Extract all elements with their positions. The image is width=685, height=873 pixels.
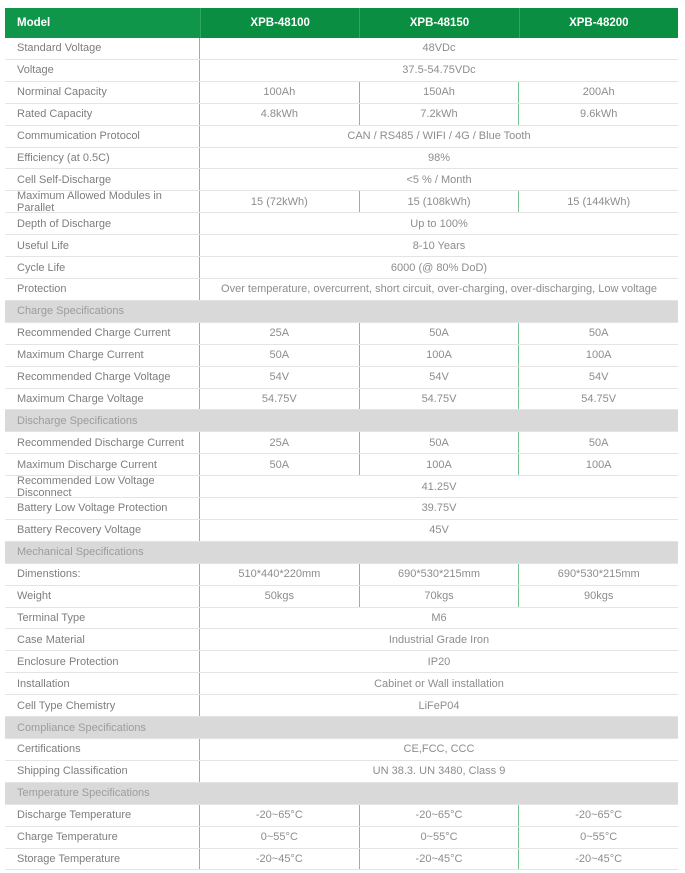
row-label: Case Material <box>5 629 200 650</box>
row-value: 50A <box>269 349 290 362</box>
table-row <box>5 673 678 695</box>
header-column-xpb-48100: XPB-48100 <box>200 8 359 38</box>
row-label: Efficiency (at 0.5C) <box>5 148 200 169</box>
row-value: -20~65°C <box>255 809 303 822</box>
row-label: Certifications <box>5 739 200 760</box>
table-row <box>5 235 678 257</box>
table-row <box>5 454 678 476</box>
row-value: 6000 (@ 80% DoD) <box>390 261 488 274</box>
row-value: 15 (72kWh) <box>250 195 308 208</box>
row-label: Storage Temperature <box>5 849 200 870</box>
section-row <box>5 783 678 805</box>
table-row <box>5 169 678 191</box>
row-value: 200Ah <box>518 82 678 103</box>
row-value: 100Ah <box>263 86 296 99</box>
row-value: UN 38.3. UN 3480, Class 9 <box>372 765 506 778</box>
row-value: 690*530*215mm <box>359 564 519 585</box>
table-row <box>5 564 678 586</box>
table-row <box>5 476 678 498</box>
table-row <box>5 38 678 60</box>
row-label: Charge Temperature <box>5 827 200 848</box>
row-value: CAN / RS485 / WIFI / 4G / Blue Tooth <box>347 130 531 143</box>
row-value: 90kgs <box>518 586 678 607</box>
table-row <box>5 629 678 651</box>
row-value: 54.75V <box>518 389 678 410</box>
section-label: Compliance Specifications <box>17 721 147 734</box>
row-value: 39.75V <box>421 502 457 515</box>
row-value: 25A <box>269 327 290 340</box>
table-row <box>5 498 678 520</box>
header-model-label: Model <box>5 8 200 38</box>
row-value: 510*440*220mm <box>238 568 321 581</box>
row-value: 54V <box>269 371 290 384</box>
row-value: 9.6kWh <box>518 104 678 125</box>
table-row <box>5 739 678 761</box>
row-value: CE,FCC, CCC <box>403 743 475 756</box>
row-value: 25A <box>269 436 290 449</box>
row-label: Maximum Charge Voltage <box>5 389 200 410</box>
row-value: -20~45°C <box>359 849 519 870</box>
row-label: Enclosure Protection <box>5 651 200 672</box>
row-label: Maximum Charge Current <box>5 345 200 366</box>
table-row <box>5 608 678 630</box>
row-value: IP20 <box>427 655 451 668</box>
row-value: 100A <box>359 345 519 366</box>
row-label: Recommended Charge Voltage <box>5 367 200 388</box>
table-row <box>5 148 678 170</box>
row-value: LiFeP04 <box>418 699 460 712</box>
row-value: 100A <box>518 345 678 366</box>
row-label: Maximum Allowed Modules in Parallet <box>5 191 200 212</box>
table-row <box>5 367 678 389</box>
row-label: Shipping Classification <box>5 761 200 782</box>
table-row <box>5 126 678 148</box>
table-row <box>5 432 678 454</box>
row-value: -20~45°C <box>518 849 678 870</box>
row-label: Standard Voltage <box>5 38 200 59</box>
section-label: Mechanical Specifications <box>17 546 144 559</box>
row-value: 70kgs <box>359 586 519 607</box>
table-row <box>5 695 678 717</box>
row-label: Recommended Charge Current <box>5 323 200 344</box>
table-row <box>5 191 678 213</box>
row-value: 50A <box>518 323 678 344</box>
row-value: 54V <box>518 367 678 388</box>
row-value: -20~65°C <box>359 805 519 826</box>
row-value: -20~45°C <box>255 852 303 865</box>
section-row <box>5 410 678 432</box>
table-row <box>5 827 678 849</box>
row-value: 0~55°C <box>518 827 678 848</box>
section-label: Charge Specifications <box>17 305 125 318</box>
table-row <box>5 849 678 871</box>
row-value: 100A <box>359 454 519 475</box>
row-value: 37.5-54.75VDc <box>402 64 476 77</box>
row-label: Norminal Capacity <box>5 82 200 103</box>
section-label: Temperature Specifications <box>17 787 150 800</box>
row-label: Depth of Discharge <box>5 213 200 234</box>
table-row <box>5 389 678 411</box>
row-value: 50A <box>359 432 519 453</box>
row-value: 50A <box>518 432 678 453</box>
table-row <box>5 82 678 104</box>
row-value: 15 (108kWh) <box>359 191 519 212</box>
section-row <box>5 717 678 739</box>
section-row <box>5 301 678 323</box>
row-value: 98% <box>427 151 451 164</box>
table-row <box>5 805 678 827</box>
row-value: 8-10 Years <box>412 239 466 252</box>
row-label: Voltage <box>5 60 200 81</box>
section-row <box>5 542 678 564</box>
row-label: Cycle Life <box>5 257 200 278</box>
row-value: 50A <box>359 323 519 344</box>
row-label: Battery Recovery Voltage <box>5 520 200 541</box>
spec-table <box>5 8 678 870</box>
table-header <box>5 8 678 38</box>
row-label: Terminal Type <box>5 608 200 629</box>
table-row <box>5 257 678 279</box>
row-value: 54.75V <box>261 392 297 405</box>
row-value: 7.2kWh <box>359 104 519 125</box>
table-row <box>5 104 678 126</box>
row-label: Cell Self-Discharge <box>5 169 200 190</box>
row-label: Commumication Protocol <box>5 126 200 147</box>
row-value: 54V <box>359 367 519 388</box>
header-column-xpb-48200: XPB-48200 <box>519 8 678 38</box>
row-label: Installation <box>5 673 200 694</box>
table-row <box>5 520 678 542</box>
row-value: 690*530*215mm <box>518 564 678 585</box>
row-value: Up to 100% <box>410 217 468 230</box>
row-label: Dimenstions: <box>5 564 200 585</box>
row-value: 50A <box>269 458 290 471</box>
row-value: M6 <box>431 612 447 625</box>
row-value: 100A <box>518 454 678 475</box>
table-body <box>5 38 678 870</box>
row-value: 54.75V <box>359 389 519 410</box>
row-value: 41.25V <box>421 480 457 493</box>
section-label: Discharge Specifications <box>17 414 138 427</box>
row-value: <5 % / Month <box>406 173 472 186</box>
row-value: 48VDc <box>422 42 456 55</box>
row-value: 0~55°C <box>359 827 519 848</box>
table-row <box>5 323 678 345</box>
table-row <box>5 60 678 82</box>
row-label: Useful Life <box>5 235 200 256</box>
row-value: 50kgs <box>264 590 295 603</box>
table-row <box>5 586 678 608</box>
row-label: Recommended Discharge Current <box>5 432 200 453</box>
table-row <box>5 761 678 783</box>
table-row <box>5 345 678 367</box>
row-label: Rated Capacity <box>5 104 200 125</box>
row-value: Over temperature, overcurrent, short circuit, over-charging, over-discharging, Low voltage <box>221 283 657 296</box>
row-value: Industrial Grade Iron <box>388 633 490 646</box>
row-label: Weight <box>5 586 200 607</box>
row-label: Recommended Low Voltage Disconnect <box>5 476 200 497</box>
row-label: Discharge Temperature <box>5 805 200 826</box>
row-value: 150Ah <box>359 82 519 103</box>
table-row <box>5 213 678 235</box>
table-row <box>5 279 678 301</box>
row-label: Battery Low Voltage Protection <box>5 498 200 519</box>
row-label: Protection <box>5 279 200 300</box>
row-value: Cabinet or Wall installation <box>374 677 504 690</box>
row-value: 0~55°C <box>260 831 298 844</box>
row-value: -20~65°C <box>518 805 678 826</box>
row-value: 45V <box>429 524 449 537</box>
row-value: 4.8kWh <box>260 108 298 121</box>
table-row <box>5 651 678 673</box>
row-label: Maximum Discharge Current <box>5 454 200 475</box>
header-column-xpb-48150: XPB-48150 <box>359 8 518 38</box>
row-value: 15 (144kWh) <box>518 191 678 212</box>
row-label: Cell Type Chemistry <box>5 695 200 716</box>
